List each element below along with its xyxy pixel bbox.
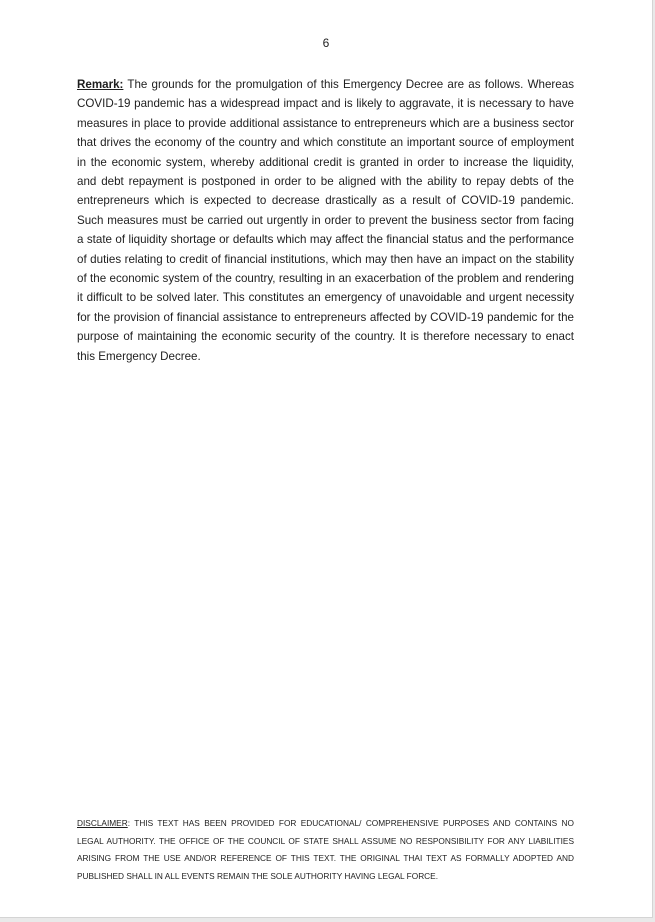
disclaimer-colon: :: [127, 818, 131, 828]
remark-paragraph: [77, 75, 574, 366]
disclaimer-label: DISCLAIMER: [77, 818, 128, 828]
disclaimer-text: THIS TEXT HAS BEEN PROVIDED FOR EDUCATIONAL/ COMPREHENSIVE PURPOSES AND CONTAINS NO LEGAL AUTHORITY. THE OFFICE OF THE COUNCIL OF STATE SHALL ASSUME NO RESPONSIBILITY FOR ANY LIABILITIES ARISING FROM THE USE AND/OR REFERENCE OF THIS TEXT. THE ORIGINAL THAI TEXT AS FORMALLY ADOPTED AND PUBLISHED SHALL IN ALL EVENTS REMAIN THE SOLE AUTHORITY HAVING LEGAL FORCE.: [77, 818, 574, 881]
remark-label: Remark:: [77, 78, 124, 91]
remark-text: The grounds for the promulgation of this Emergency Decree are as follows. Whereas COVID-19 pandemic has a widespread impact and is likely to aggravate, it is necessary to have measures in place to provide additional assistance to entrepreneurs which are a business sector that drives the economy of the country and which constitute an important source of employment in the economic system, whereby additional credit is granted in order to increase the liquidity, and debt repayment is postponed in order to be aligned with the ability to repay debts of the entrepreneurs which is expected to decrease drastically as a result of COVID-19 pandemic. Such measures must be carried out urgently in order to prevent the business sector from facing a state of liquidity shortage or defaults which may affect the financial status and the performance of duties relating to credit of financial institutions, which may then have an impact on the stability of the economic system of the country, resulting in an exacerbation of the problem and rendering it difficult to be solved later. This constitutes an emergency of unavoidable and urgent necessity for the provision of financial assistance to entrepreneurs affected by COVID-19 pandemic for the purpose of maintaining the economic security of the country. It is therefore necessary to enact this Emergency Decree.: [77, 78, 574, 363]
page-number: 6: [322, 36, 330, 50]
disclaimer-paragraph: [77, 815, 574, 885]
